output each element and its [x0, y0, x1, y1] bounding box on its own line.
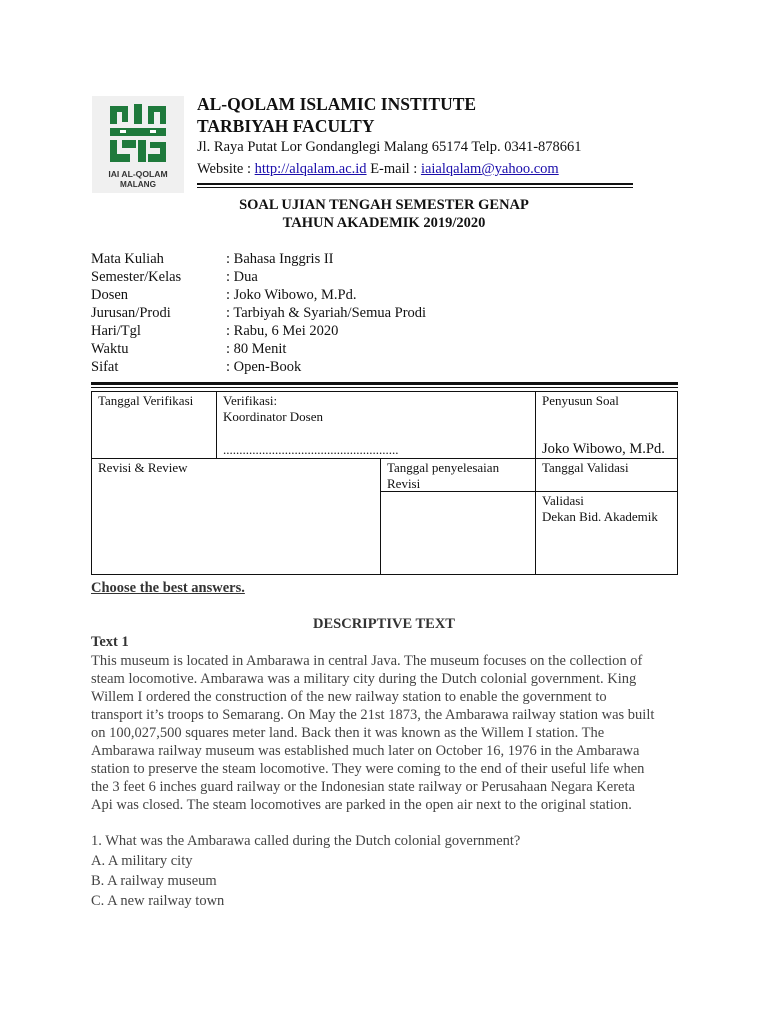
- exam-title-line2: TAHUN AKADEMIK 2019/2020: [282, 215, 486, 231]
- email-link[interactable]: iaialqalam@yahoo.com: [420, 161, 559, 177]
- tanggal-verifikasi-label: Tanggal Verifikasi: [98, 393, 194, 408]
- answer-option-a: A. A military city: [91, 853, 193, 869]
- penyusun-name: Joko Wibowo, M.Pd.: [542, 441, 665, 457]
- exam-title-line1: SOAL UJIAN TENGAH SEMESTER GENAP: [239, 197, 529, 213]
- section-title: DESCRIPTIVE TEXT: [313, 616, 455, 632]
- institute-logo: [92, 96, 184, 193]
- logo-text-line2: MALANG: [120, 180, 156, 189]
- info-value: : Tarbiyah & Syariah/Semua Prodi: [226, 305, 427, 321]
- passage-line: the 3 feet 6 inches guard railway or the Indonesian state railway or Perusahaan Negara Kereta: [91, 779, 635, 795]
- question-1: [91, 831, 520, 911]
- instruction: Choose the best answers.: [91, 580, 245, 596]
- answer-option-c: C. A new railway town: [91, 893, 225, 909]
- text-label: Text 1: [91, 634, 129, 650]
- info-label: Mata Kuliah: [91, 251, 164, 267]
- info-value: : Rabu, 6 Mei 2020: [226, 323, 339, 339]
- passage-line: Willem I ordered the construction of the new railway station to enable the government to: [91, 689, 607, 705]
- cell-tanggal-penyelesaian: [380, 458, 536, 492]
- info-label: Dosen: [91, 287, 129, 303]
- reading-passage: [91, 652, 683, 814]
- info-value: : Dua: [226, 269, 258, 285]
- institute-name: AL-QOLAM ISLAMIC INSTITUTE: [197, 94, 477, 114]
- passage-line: transport it’s troops to Semarang. On May the 21st 1873, the Ambarawa railway station was built: [91, 707, 655, 723]
- question-text: 1. What was the Ambarawa called during the Dutch colonial government?: [91, 833, 521, 849]
- header-rule-thin: [197, 187, 633, 188]
- passage-line: on 100,027,500 squares meter land. Back then it was known as the Willem I station. The: [91, 725, 605, 741]
- answer-option-b: B. A railway museum: [91, 873, 217, 889]
- website-label: Website :: [197, 161, 255, 177]
- passage-line: Ambarawa railway museum was established much later on October 16, 1976 in the Ambarawa: [91, 743, 640, 759]
- dekan-label: Dekan Bid. Akademik: [542, 509, 658, 524]
- logo-text-line1: IAI AL-QOLAM: [108, 169, 168, 179]
- info-label: Waktu: [91, 341, 129, 357]
- info-value: : Open-Book: [226, 359, 302, 375]
- tanggal-penyelesaian-label: Tanggal penyelesaian: [387, 460, 500, 475]
- email-label: E-mail :: [366, 161, 421, 177]
- cell-tanggal-penyelesaian-value: [380, 491, 536, 575]
- header-rule-thick: [197, 183, 633, 185]
- tanggal-validasi-label: Tanggal Validasi: [542, 460, 629, 475]
- website-link[interactable]: http://alqalam.ac.id: [254, 161, 367, 177]
- info-rule-thin: [91, 387, 678, 388]
- verification-table: [91, 391, 678, 575]
- penyusun-label: Penyusun Soal: [542, 393, 619, 408]
- cell-penyusun: [535, 391, 678, 459]
- passage-line: steam locomotive. Ambarawa was a military city during the Dutch colonial government. King: [91, 671, 637, 687]
- info-label: Jurusan/Prodi: [91, 305, 171, 321]
- info-label: Sifat: [91, 359, 119, 375]
- cell-verifikasi: [216, 391, 536, 459]
- institute-header: [197, 93, 476, 137]
- validasi-label: Validasi: [542, 493, 584, 508]
- info-label: Hari/Tgl: [91, 323, 141, 339]
- contact-line: [197, 161, 559, 178]
- cell-tanggal-verifikasi: [91, 391, 217, 459]
- cell-tanggal-validasi: [535, 458, 678, 492]
- cell-revisi: [91, 458, 381, 575]
- faculty-name: TARBIYAH FACULTY: [197, 116, 375, 136]
- info-rule-thick: [91, 382, 678, 385]
- exam-title: [0, 196, 768, 232]
- tanggal-penyelesaian-label-2: Revisi: [387, 476, 421, 491]
- passage-line: Api was closed. The steam locomotives are parked in the open air next to the original station.: [91, 797, 632, 813]
- signature-line: ......................................................: [223, 442, 399, 457]
- koordinator-label: Koordinator Dosen: [223, 409, 324, 424]
- info-value: : Bahasa Inggris II: [226, 251, 334, 267]
- verifikasi-label: Verifikasi:: [223, 393, 278, 408]
- revisi-label: Revisi & Review: [98, 460, 188, 475]
- cell-validasi: [535, 491, 678, 575]
- passage-line: This museum is located in Ambarawa in central Java. The museum focuses on the collection of: [91, 653, 643, 669]
- info-value: : Joko Wibowo, M.Pd.: [226, 287, 357, 303]
- institute-address: Jl. Raya Putat Lor Gondanglegi Malang 65174 Telp. 0341-878661: [197, 139, 582, 155]
- passage-line: station to preserve the steam locomotive. They were coming to the end of their useful life when: [91, 761, 645, 777]
- info-value: : 80 Menit: [226, 341, 287, 357]
- info-label: Semester/Kelas: [91, 269, 182, 285]
